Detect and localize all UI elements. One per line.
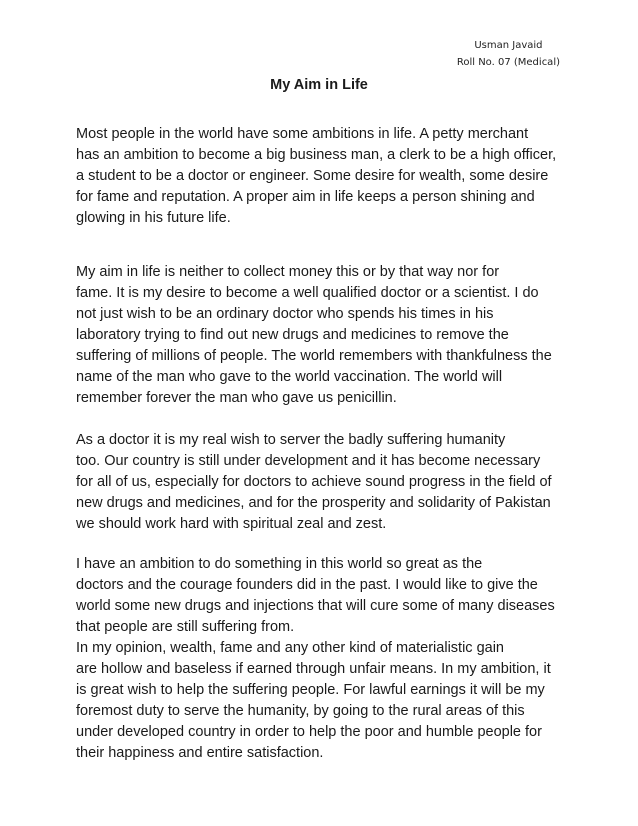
- essay-paragraph-4: I have an ambition to do something in this world so great as the doctors and the courage founders did in the past. I would like to give the world some new drugs and injections that will cure some of many diseases that people are still suffering from. In my opinion, wealth, fame and any other kind of materialistic gain are hollow and baseless if earned through unfair means. In my ambition, it is great wish to help the suffering people. For lawful earnings it will be my foremost duty to serve the humanity, by going to the rural areas of this under developed country in order to help the poor and humble people for their happiness and entire satisfaction.: [76, 556, 555, 761]
- author-block: [457, 37, 560, 71]
- author-name: Usman Javaid: [474, 40, 543, 51]
- essay-paragraph-1: Most people in the world have some ambitions in life. A petty merchant has an ambition to become a big business man, a clerk to be a high officer, a student to be a doctor or engineer. Some desire for wealth, some desire for fame and reputation. A proper aim in life keeps a person shining and glowing in his future life.: [76, 126, 557, 226]
- essay-title: My Aim in Life: [270, 77, 368, 93]
- essay-paragraph-2: My aim in life is neither to collect money this or by that way nor for fame. It is my desire to become a well qualified doctor or a scientist. I do not just wish to be an ordinary doctor who spends his times in his laboratory trying to find out new drugs and medicines to remove the suffering of millions of people. The world remembers with thankfulness the name of the man who gave to the world vaccination. The world will remember forever the man who gave us penicillin.: [76, 264, 552, 406]
- roll-number: Roll No. 07 (Medical): [456, 57, 560, 68]
- essay-paragraph-3: As a doctor it is my real wish to server the badly suffering humanity too. Our country is still under development and it has become necessary for all of us, especially for doctors to achieve sound progress in the field of new drugs and medicines, and for the prosperity and solidarity of Pakistan we should work hard with spiritual zeal and zest.: [76, 432, 552, 532]
